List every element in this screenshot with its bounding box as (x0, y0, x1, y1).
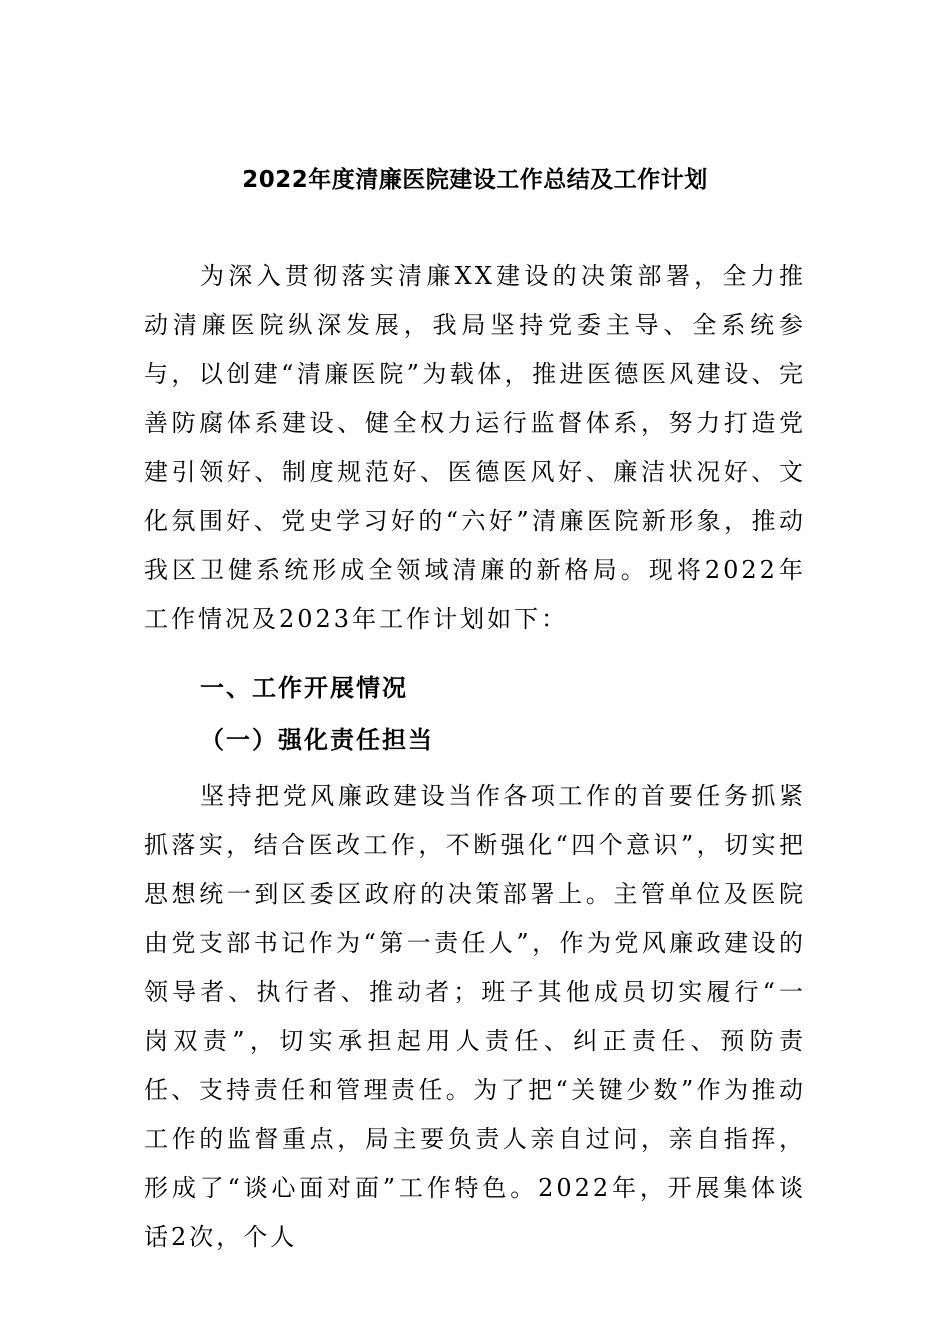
body-paragraph: 坚持把党风廉政建设当作各项工作的首要任务抓紧抓落实，结合医改工作，不断强化“四个意识”，切实把思想统一到区委区政府的决策部署上。主管单位及医院由党支部书记作为“第一责任人”，作为党风廉政建设的领导者、执行者、推动者；班子其他成员切实履行“一岗双责”，切实承担起用人责任、纠正责任、预防责任、支持责任和管理责任。为了把“关键少数”作为推动工作的监督重点，局主要负责人亲自过问，亲自指挥，形成了“谈心面对面”工作特色。2022年，开展集体谈话2次，个人 (144, 782, 806, 1251)
section-heading: 一、工作开展情况 (200, 674, 408, 702)
intro-paragraph: 为深入贯彻落实清廉XX建设的决策部署，全力推动清廉医院纵深发展，我局坚持党委主导、全系统参与，以创建“清廉医院”为载体，推进医德医风建设、完善防腐体系建设、健全权力运行监督体系，努力打造党建引领好、制度规范好、医德医风好、廉洁状况好、文化氛围好、党史学习好的“六好”清廉医院新形象，推动我区卫健系统形成全领域清廉的新格局。现将2022年工作情况及2023年工作计划如下： (144, 262, 806, 633)
subsection-heading: （一）强化责任担当 (200, 726, 434, 754)
document-title: 2022年度清廉医院建设工作总结及工作计划 (242, 167, 708, 193)
